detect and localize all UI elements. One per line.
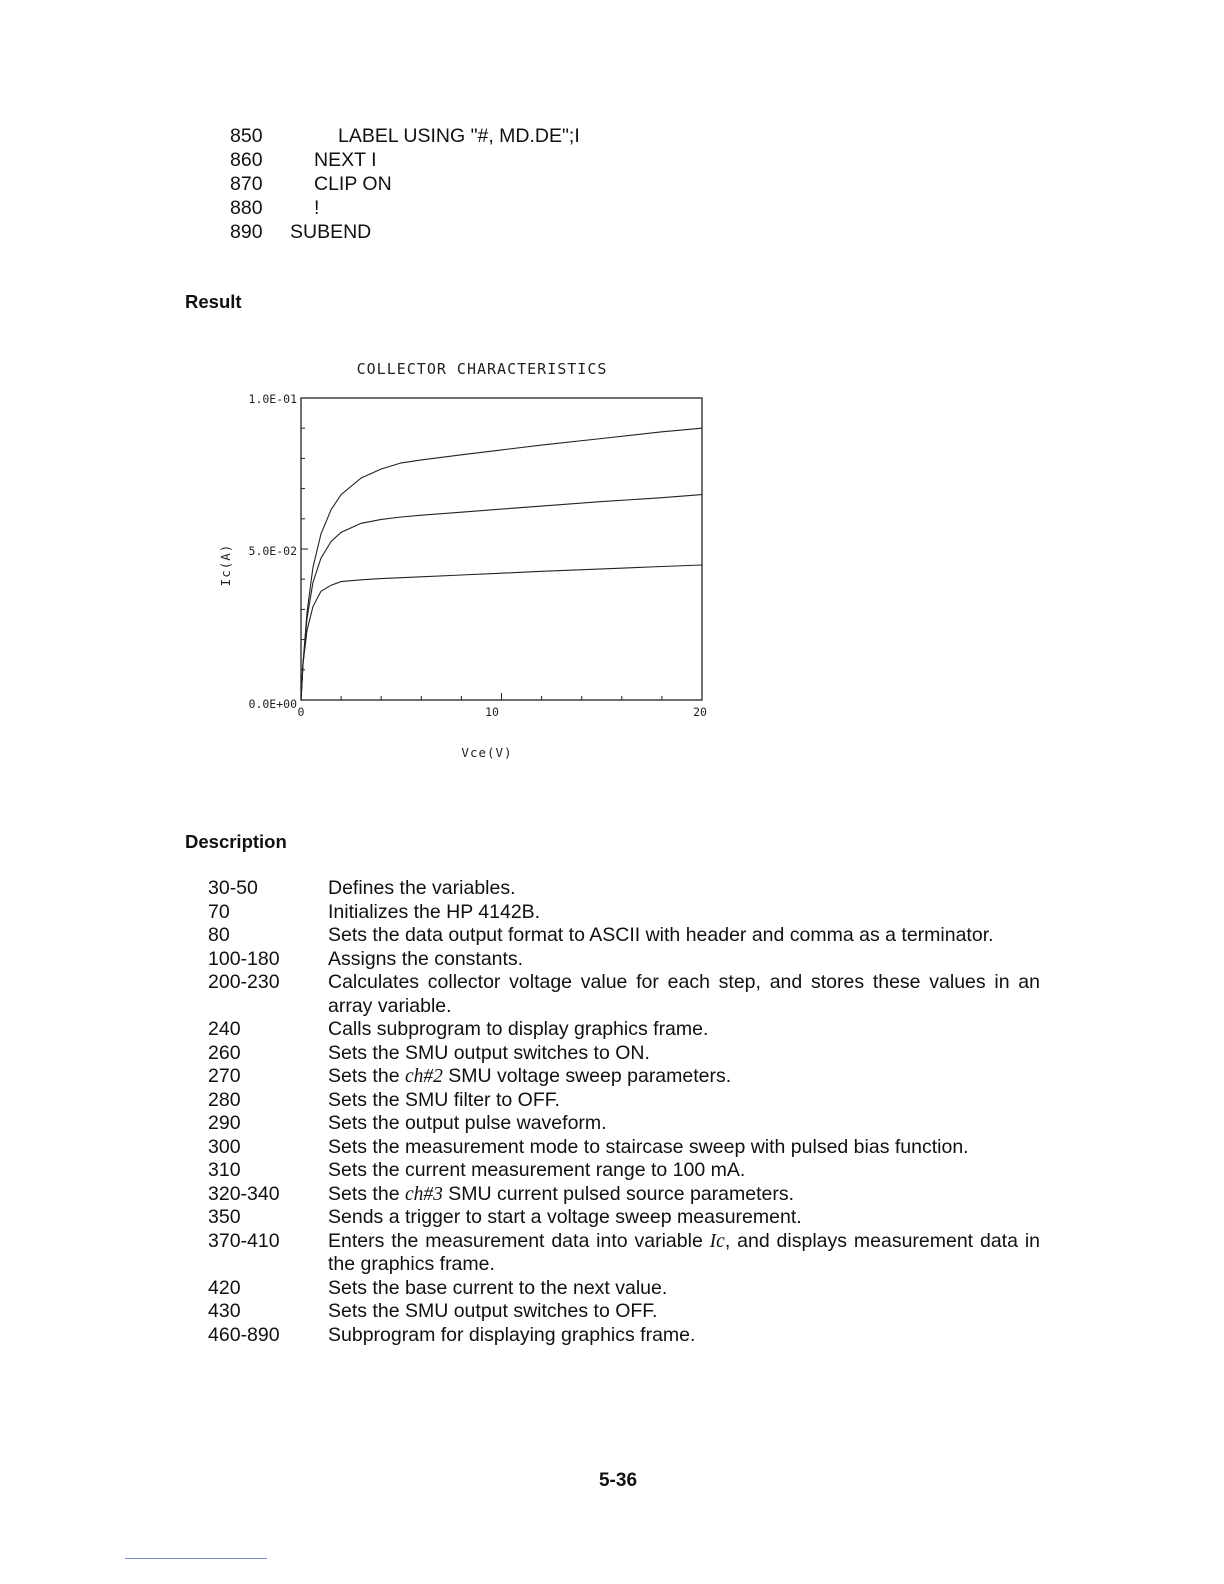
description-line-range: 350 (208, 1206, 241, 1228)
code-line-text: SUBEND (290, 221, 372, 243)
description-item (208, 924, 1040, 948)
description-item (208, 1089, 1040, 1113)
description-item (208, 948, 1040, 972)
description-segment: Defines the variables. (328, 877, 516, 899)
variable-name: Ic (709, 1230, 725, 1252)
chart-title: COLLECTOR CHARACTERISTICS (356, 360, 608, 378)
description-item (208, 1112, 1040, 1136)
description-text (328, 1300, 1040, 1324)
description-item (208, 1206, 1040, 1230)
description-line-range: 270 (208, 1065, 241, 1087)
description-text (328, 948, 1040, 972)
description-line-range: 420 (208, 1276, 241, 1299)
variable-name: ch#3 (404, 1183, 443, 1205)
x-tick-label-0: 0 (297, 705, 305, 719)
description-segment: Assigns the constants. (328, 947, 524, 970)
description-item (208, 1230, 1040, 1277)
description-text (328, 901, 1040, 925)
description-line-range: 80 (208, 924, 230, 946)
code-line-number: 860 (230, 149, 263, 171)
collector-characteristics-chart (200, 350, 740, 770)
description-list (208, 877, 1040, 1347)
description-segment: SMU voltage sweep parameters. (442, 1065, 732, 1087)
code-line-text: NEXT I (314, 149, 377, 171)
description-item (208, 1159, 1040, 1183)
description-line-range: 310 (208, 1159, 241, 1181)
variable-name: ch#2 (404, 1066, 443, 1087)
description-segment: Sets the (328, 1182, 405, 1205)
description-text (328, 1324, 1040, 1348)
description-segment: Sets the output pulse waveform. (328, 1112, 607, 1134)
description-text (328, 877, 1040, 901)
description-segment: Sets the (328, 1065, 405, 1087)
description-segment: Sets the current measurement range to 100 mA. (328, 1159, 746, 1181)
description-line-range: 300 (208, 1135, 241, 1158)
description-text (328, 1206, 1040, 1230)
description-item (208, 1042, 1040, 1066)
description-segment: Calls subprogram to display graphics frame. (328, 1018, 709, 1040)
data-series (301, 428, 702, 700)
description-segment: Sets the SMU output switches to ON. (328, 1041, 650, 1064)
code-line-number: 880 (230, 197, 263, 219)
description-item (208, 1136, 1040, 1160)
x-tick-label-10: 10 (485, 705, 499, 719)
description-line-range: 240 (208, 1018, 241, 1040)
description-item (208, 1324, 1040, 1348)
description-segment: SMU current pulsed source parameters. (442, 1182, 795, 1205)
description-segment: Subprogram for displaying graphics frame. (328, 1323, 696, 1346)
description-segment: Sets the data output format to ASCII with header and comma as a terminator. (328, 924, 994, 946)
description-text (328, 924, 1040, 948)
description-item (208, 877, 1040, 901)
y-tick-label-bottom: 0.0E+00 (248, 697, 297, 711)
description-item (208, 1183, 1040, 1207)
code-line-text: ! (314, 197, 320, 219)
description-text (328, 1018, 1040, 1042)
description-line-range: 200-230 (208, 971, 280, 993)
description-heading: Description (185, 831, 287, 852)
code-line-number: 890 (230, 221, 263, 243)
code-line-text: LABEL USING "#, MD.DE";I (338, 125, 580, 147)
description-text (328, 1112, 1040, 1136)
description-item (208, 1300, 1040, 1324)
description-line-range: 370-410 (208, 1229, 280, 1252)
description-item (208, 971, 1040, 1018)
description-line-range: 280 (208, 1088, 241, 1111)
description-item (208, 1018, 1040, 1042)
page-number: 5-36 (598, 1470, 638, 1491)
description-line-range: 260 (208, 1041, 241, 1064)
description-item (208, 1277, 1040, 1301)
code-line-number: 850 (230, 125, 263, 147)
plot-frame (301, 398, 702, 700)
description-text (328, 971, 1040, 1018)
code-line-text: CLIP ON (314, 173, 392, 195)
description-segment: Calculates collector voltage value for each step, and stores these values in an array variable. (328, 971, 1040, 1017)
description-text (328, 1089, 1040, 1113)
description-line-range: 320-340 (208, 1182, 280, 1205)
description-segment: Sets the SMU output switches to OFF. (328, 1300, 658, 1322)
description-line-range: 290 (208, 1112, 241, 1134)
description-text (328, 1183, 1040, 1207)
axis-ticks (301, 428, 662, 700)
description-line-range: 430 (208, 1300, 241, 1322)
description-item (208, 901, 1040, 925)
description-line-range: 100-180 (208, 947, 280, 970)
x-axis-label: Vce(V) (461, 745, 513, 760)
collector-current-curve (301, 495, 702, 700)
collector-current-curve (301, 565, 702, 700)
description-line-range: 30-50 (208, 877, 258, 899)
footer-rule (125, 1558, 267, 1559)
y-tick-label-top: 1.0E-01 (248, 392, 297, 406)
y-tick-label-mid: 5.0E-02 (248, 544, 297, 558)
description-text (328, 1159, 1040, 1183)
description-line-range: 70 (208, 900, 230, 923)
description-item (208, 1065, 1040, 1089)
code-line-number: 870 (230, 173, 263, 195)
x-tick-label-20: 20 (693, 705, 707, 719)
description-text (328, 1065, 1040, 1089)
description-text (328, 1230, 1040, 1277)
description-line-range: 460-890 (208, 1323, 280, 1346)
description-segment: Enters the measurement data into variable (328, 1229, 710, 1252)
collector-current-curve (301, 428, 702, 700)
description-text (328, 1136, 1040, 1160)
description-text (328, 1277, 1040, 1301)
result-heading: Result (185, 291, 242, 312)
y-axis-label: Ic(A) (218, 543, 233, 587)
description-segment: Sets the SMU filter to OFF. (328, 1088, 560, 1111)
description-text (328, 1042, 1040, 1066)
description-segment: , and displays measurement data in the graphics frame. (328, 1229, 1040, 1275)
description-segment: Initializes the HP 4142B. (328, 900, 541, 923)
description-segment: Sets the base current to the next value. (328, 1276, 668, 1299)
description-segment: Sets the measurement mode to staircase sweep with pulsed bias function. (328, 1135, 969, 1158)
description-segment: Sends a trigger to start a voltage sweep measurement. (328, 1206, 802, 1228)
